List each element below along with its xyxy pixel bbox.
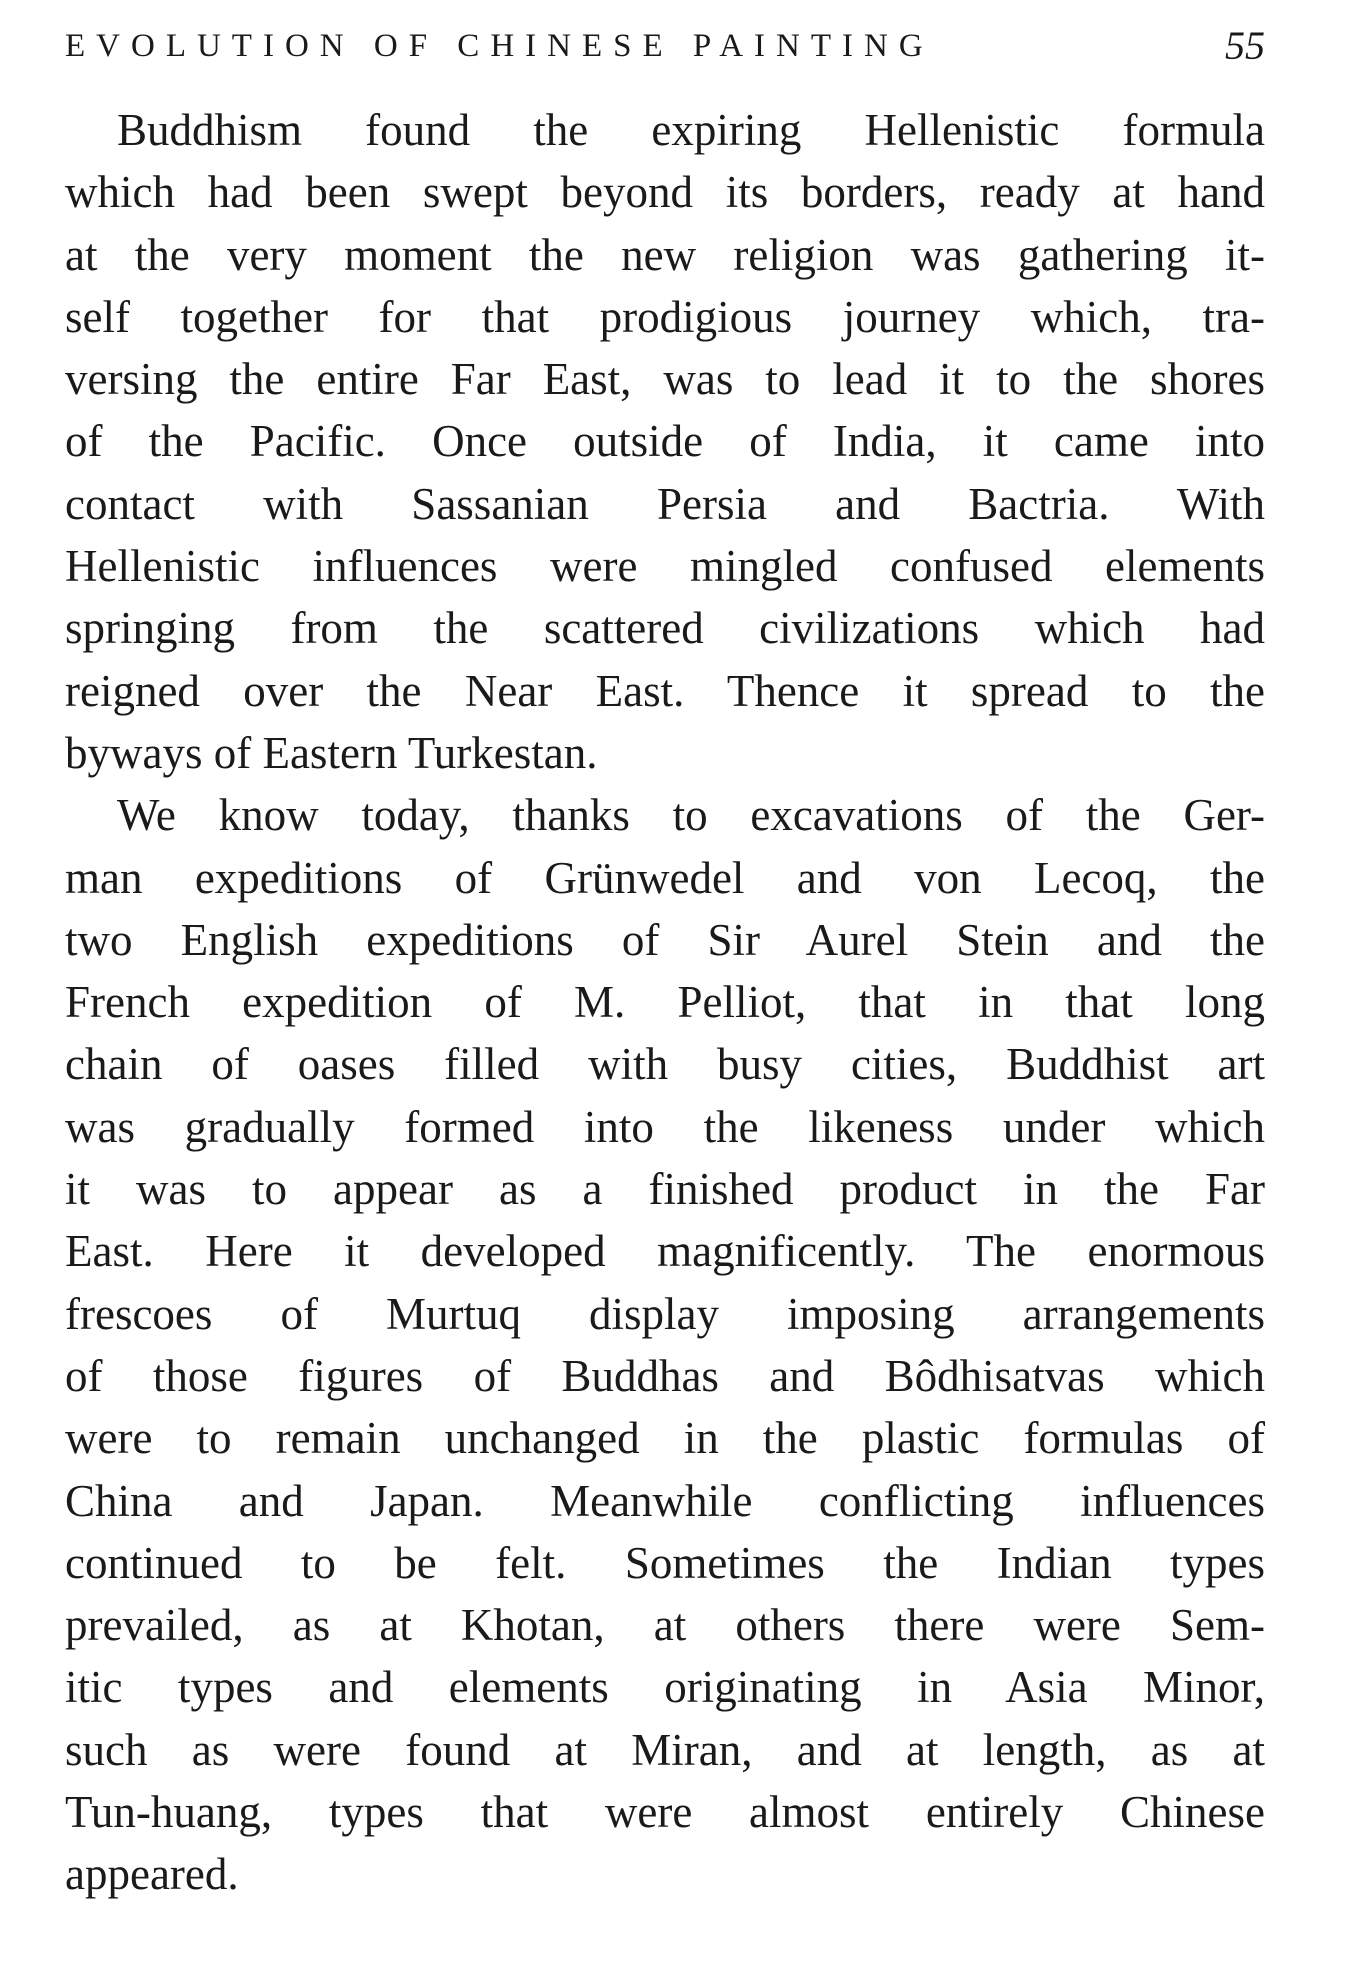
- text-line: was gradually formed into the likeness under which: [65, 1101, 1265, 1152]
- text-line: French expedition of M. Pelliot, that in that long: [65, 977, 1265, 1028]
- text-line: of those figures of Buddhas and Bôdhisatvas which: [65, 1350, 1265, 1401]
- text-line: chain of oases filled with busy cities, Buddhist art: [65, 1039, 1265, 1090]
- text-line: East. Here it developed magnificently. The enormous: [65, 1226, 1265, 1277]
- running-title: EVOLUTION OF CHINESE PAINTING: [65, 28, 934, 64]
- text-line: were to remain unchanged in the plastic formulas of: [65, 1413, 1265, 1464]
- text-line: springing from the scattered civilizations which had: [65, 603, 1265, 654]
- text-line: byways of Eastern Turkestan.: [65, 727, 598, 778]
- text-line: which had been swept beyond its borders, ready at hand: [65, 167, 1265, 218]
- text-line: two English expeditions of Sir Aurel Stein and the: [65, 914, 1265, 965]
- running-head: [65, 20, 1265, 80]
- text-line: man expeditions of Grünwedel and von Lecoq, the: [65, 852, 1265, 903]
- paragraph-turkestan-expeditions: [65, 784, 1265, 1905]
- text-line: Tun-huang, types that were almost entirely Chinese: [65, 1787, 1265, 1838]
- text-line: of the Pacific. Once outside of India, it came into: [65, 416, 1265, 467]
- text-line: Buddhism found the expiring Hellenistic formula: [117, 105, 1265, 155]
- text-line: prevailed, as at Khotan, at others there were Sem-: [65, 1600, 1265, 1651]
- text-line: reigned over the Near East. Thence it spread to the: [65, 665, 1265, 716]
- text-line: at the very moment the new religion was gathering it-: [65, 229, 1265, 280]
- text-line: such as were found at Miran, and at length, as at: [65, 1724, 1265, 1775]
- text-line: it was to appear as a finished product in the Far: [65, 1164, 1265, 1215]
- paragraph-buddhism-hellenistic: [65, 99, 1265, 784]
- text-line: appeared.: [65, 1849, 239, 1900]
- text-line: We know today, thanks to excavations of the Ger-: [117, 790, 1265, 841]
- text-line: continued to be felt. Sometimes the Indian types: [65, 1537, 1265, 1588]
- text-line: contact with Sassanian Persia and Bactria. With: [65, 478, 1265, 529]
- text-line: versing the entire Far East, was to lead it to the shores: [65, 354, 1265, 405]
- text-line: Hellenistic influences were mingled confused elements: [65, 541, 1265, 592]
- text-line: China and Japan. Meanwhile conflicting influences: [65, 1475, 1265, 1526]
- text-line: itic types and elements originating in Asia Minor,: [65, 1662, 1265, 1713]
- body-text: [65, 99, 1265, 1906]
- text-line: self together for that prodigious journey which, tra-: [65, 291, 1265, 342]
- page-number: 55: [1225, 23, 1265, 68]
- text-line: frescoes of Murtuq display imposing arrangements: [65, 1288, 1265, 1339]
